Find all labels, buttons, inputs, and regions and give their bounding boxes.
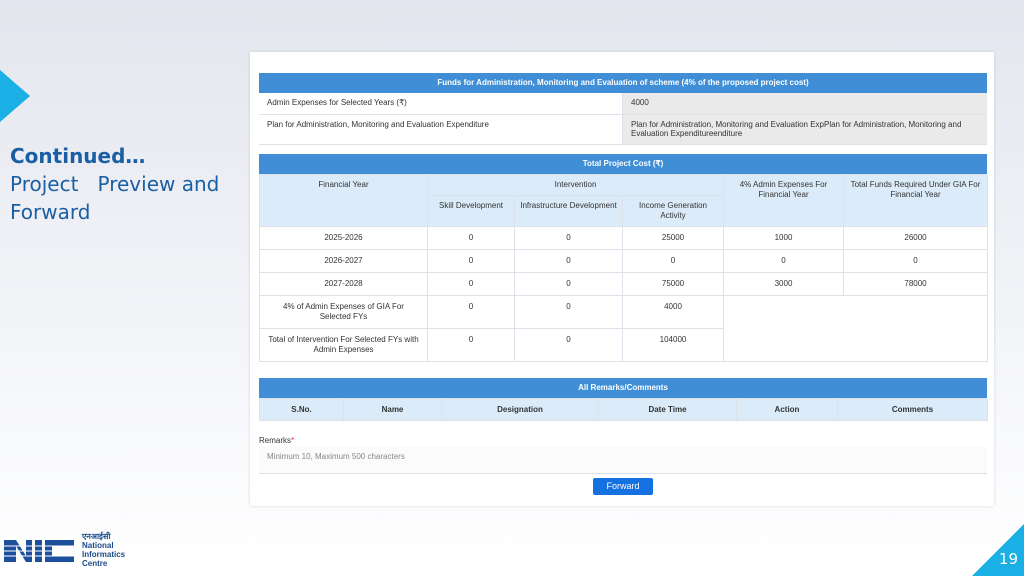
cell-total: 26000	[844, 227, 988, 250]
admin-funds-title: Funds for Administration, Monitoring and Evaluation of scheme (4% of the proposed project cost)	[259, 73, 987, 93]
table-row	[260, 273, 988, 296]
nic-line1: National	[82, 541, 114, 550]
cell-admin: 0	[724, 250, 844, 273]
col-sno: S.No.	[260, 399, 344, 421]
total-project-cost-title: Total Project Cost (₹)	[259, 154, 987, 174]
cell-infra: 0	[515, 250, 623, 273]
slide-heading-subtitle: Project Preview and Forward	[10, 172, 226, 224]
col-infrastructure-development: Infrastructure Development	[515, 196, 623, 227]
slide-heading-title: Continued…	[10, 144, 146, 168]
cell-infra: 0	[515, 296, 623, 329]
nic-hindi: एनआईसी	[82, 532, 111, 541]
decorative-arrow-icon	[0, 70, 30, 122]
col-admin-expenses: 4% Admin Expenses For Financial Year	[724, 175, 844, 227]
cell-skill: 0	[428, 296, 515, 329]
cell-income: 0	[623, 250, 724, 273]
col-financial-year: Financial Year	[260, 175, 428, 227]
cell-infra: 0	[515, 227, 623, 250]
plan-expenditure-value: Plan for Administration, Monitoring and Evaluation ExpPlan for Administration, Monitoring and Evaluation Expenditureenditure	[623, 115, 987, 144]
nic-logo	[4, 532, 125, 568]
col-action: Action	[737, 399, 838, 421]
cell-admin: 3000	[724, 273, 844, 296]
app-screenshot	[250, 52, 994, 506]
cell-income: 4000	[623, 296, 724, 329]
page-number: 19	[998, 550, 1018, 568]
col-designation: Designation	[442, 399, 599, 421]
cell-income: 104000	[623, 329, 724, 362]
cell-skill: 0	[428, 273, 515, 296]
admin-funds-section	[259, 73, 987, 145]
cell-summary-label: 4% of Admin Expenses of GIA For Selected FYs	[260, 296, 428, 329]
nic-logo-mark-icon	[4, 532, 76, 568]
project-cost-table	[259, 174, 988, 362]
empty-cell	[724, 296, 988, 362]
nic-line2: Informatics	[82, 550, 126, 559]
cell-skill: 0	[428, 227, 515, 250]
remarks-input[interactable]: Minimum 10, Maximum 500 characters	[259, 446, 987, 474]
col-intervention: Intervention	[428, 175, 724, 196]
col-income-generation: Income Generation Activity	[623, 196, 724, 227]
summary-row	[260, 296, 988, 329]
forward-button[interactable]: Forward	[593, 478, 653, 495]
cell-infra: 0	[515, 329, 623, 362]
cell-year: 2027-2028	[260, 273, 428, 296]
table-row	[260, 250, 988, 273]
col-total-funds: Total Funds Required Under GIA For Financial Year	[844, 175, 988, 227]
nic-logo-text	[82, 532, 125, 568]
cell-year: 2025-2026	[260, 227, 428, 250]
col-date-time: Date Time	[599, 399, 737, 421]
cell-total: 0	[844, 250, 988, 273]
cell-income: 25000	[623, 227, 724, 250]
cell-infra: 0	[515, 273, 623, 296]
cell-admin: 1000	[724, 227, 844, 250]
admin-expenses-row	[259, 93, 987, 115]
cell-year: 2026-2027	[260, 250, 428, 273]
cell-summary-label: Total of Intervention For Selected FYs with Admin Expenses	[260, 329, 428, 362]
remarks-section	[259, 378, 987, 421]
remarks-table	[259, 398, 988, 421]
remarks-label-text: Remarks	[259, 436, 292, 445]
required-mark: *	[291, 436, 295, 445]
table-row	[260, 227, 988, 250]
col-comments: Comments	[838, 399, 988, 421]
cell-skill: 0	[428, 250, 515, 273]
remarks-section-title: All Remarks/Comments	[259, 378, 987, 398]
cell-skill: 0	[428, 329, 515, 362]
cell-total: 78000	[844, 273, 988, 296]
remarks-label	[259, 436, 294, 445]
plan-expenditure-label: Plan for Administration, Monitoring and Evaluation Expenditure	[259, 115, 623, 144]
col-skill-development: Skill Development	[428, 196, 515, 227]
cell-income: 75000	[623, 273, 724, 296]
slide-heading	[10, 142, 230, 226]
nic-line3: Centre	[82, 559, 108, 568]
col-name: Name	[344, 399, 442, 421]
plan-expenditure-row	[259, 115, 987, 145]
total-project-cost-section	[259, 154, 987, 362]
admin-expenses-label: Admin Expenses for Selected Years (₹)	[259, 93, 623, 114]
admin-expenses-value: 4000	[623, 93, 987, 114]
